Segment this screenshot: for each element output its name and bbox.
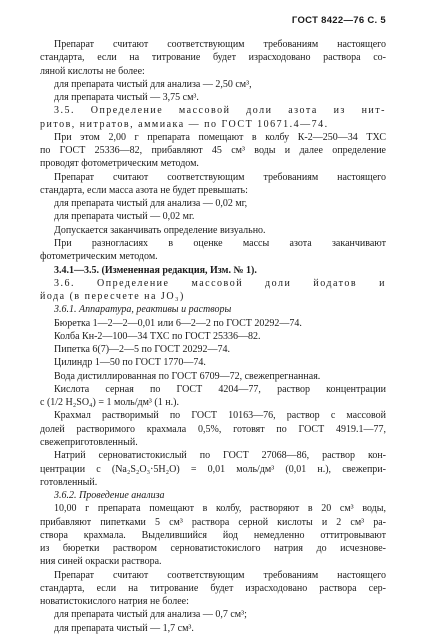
text-line: готовленный. <box>40 476 98 488</box>
text-line: Цилиндр 1—50 по ГОСТ 1770—74. <box>54 357 206 369</box>
text-line: Препарат считают соответствующим требованиям настоящего <box>54 171 386 183</box>
text-line: c (1/2 H₂SO₄) = 1 моль/дм³ (1 н.). <box>40 397 179 409</box>
text-line: Допускается заканчивать определение визуально. <box>54 224 266 236</box>
text-line: свежеприготовленный. <box>40 436 138 448</box>
text-line: При разногласиях в оценке массы азота заканчивают <box>54 237 386 249</box>
text-line: по ГОСТ 25336—82, прибавляют 45 см³ воды и далее определение <box>40 145 386 157</box>
text-line: Препарат считают соответствующим требованиям настоящего <box>54 569 386 581</box>
text-line: стандарта, если масса азота не будет превышать: <box>40 184 248 196</box>
text-line: Натрий серноватистокислый по ГОСТ 27068—86, раствор кон- <box>54 450 386 462</box>
text-line: стандарта, если на титрование будет израсходовано раствора со- <box>40 52 386 64</box>
text-line: для препарата чистый — 0,02 мг. <box>54 211 195 223</box>
text-line: Крахмал растворимый по ГОСТ 10163—76, раствор с массовой <box>54 410 386 422</box>
text-line: Пипетка 6(7)—2—5 по ГОСТ 20292—74. <box>54 344 231 356</box>
text-line: йода (в пересчете на JO₃) <box>40 291 185 303</box>
text-line: прибавляют пипетками 5 см³ раствора серной кислоты и 2 см³ ра- <box>40 516 386 528</box>
text-line: 3.6. Определение массовой доли йодатов и <box>54 277 386 289</box>
text-line: При этом 2,00 г препарата помещают в колбу К-2—250—34 ТХС <box>54 131 386 143</box>
text-line: Кислота серная по ГОСТ 4204—77, раствор концентрации <box>54 383 386 395</box>
text-line: ния синей окраски раствора. <box>40 556 162 568</box>
text-line: 10,00 г препарата помещают в колбу, растворяют в 20 см³ воды, <box>54 503 386 515</box>
text-line: створа крахмала. Выделившийся йод немедленно оттитровывают <box>40 529 386 541</box>
text-line: 3.4.1—3.5. (Измененная редакция, Изм. № 1). <box>54 264 257 276</box>
text-line: ляной кислоты не более: <box>40 65 145 77</box>
text-line: Бюретка 1—2—2—0,01 или 6—2—2 по ГОСТ 20292—74. <box>54 317 302 329</box>
text-line: Колба Кн-2—100—34 ТХС по ГОСТ 25336—82. <box>54 330 261 342</box>
text-line: для препарата чистый — 1,7 см³. <box>54 622 194 634</box>
text-line: долей растворимого крахмала 0,5%, готовят по ГОСТ 4919.1—77, <box>40 423 386 435</box>
text-line: проводят фотометрическим методом. <box>40 158 199 170</box>
text-line: фотометрическим методом. <box>40 251 158 263</box>
text-line: из бюретки раствором серноватистокислого натрия до исчезнове- <box>40 543 386 555</box>
text-line: для препарата чистый для анализа — 2,50 см³, <box>54 78 252 90</box>
text-line: центрации c (Na₂S₂O₃·5H₂O) = 0,01 моль/дм³ (0,01 н.), свежепри- <box>40 463 386 475</box>
text-line: для препарата чистый для анализа — 0,7 см³; <box>54 609 247 621</box>
text-line: 3.6.2. Проведение анализа <box>54 490 165 502</box>
text-line: для препарата чистый — 3,75 см³. <box>54 92 199 104</box>
text-line: для препарата чистый для анализа — 0,02 мг, <box>54 198 248 210</box>
text-line: ритов, нитратов, аммиака — по ГОСТ 10671.4—74. <box>40 118 329 130</box>
text-line: Вода дистиллированная по ГОСТ 6709—72, свежепрегнанная. <box>54 370 321 382</box>
body-text <box>40 38 386 635</box>
text-line: стандарта, если на титрование будет израсходовано раствора сер- <box>40 582 386 594</box>
text-line: новатистокислого натрия не более: <box>40 596 189 608</box>
text-line: Препарат считают соответствующим требованиям настоящего <box>54 39 386 50</box>
text-line: 3.6.1. Аппаратура, реактивы и растворы <box>54 304 232 316</box>
text-line: 3.5. Определение массовой доли азота из нит- <box>54 105 386 117</box>
page-header: ГОСТ 8422—76 С. 5 <box>291 15 386 26</box>
